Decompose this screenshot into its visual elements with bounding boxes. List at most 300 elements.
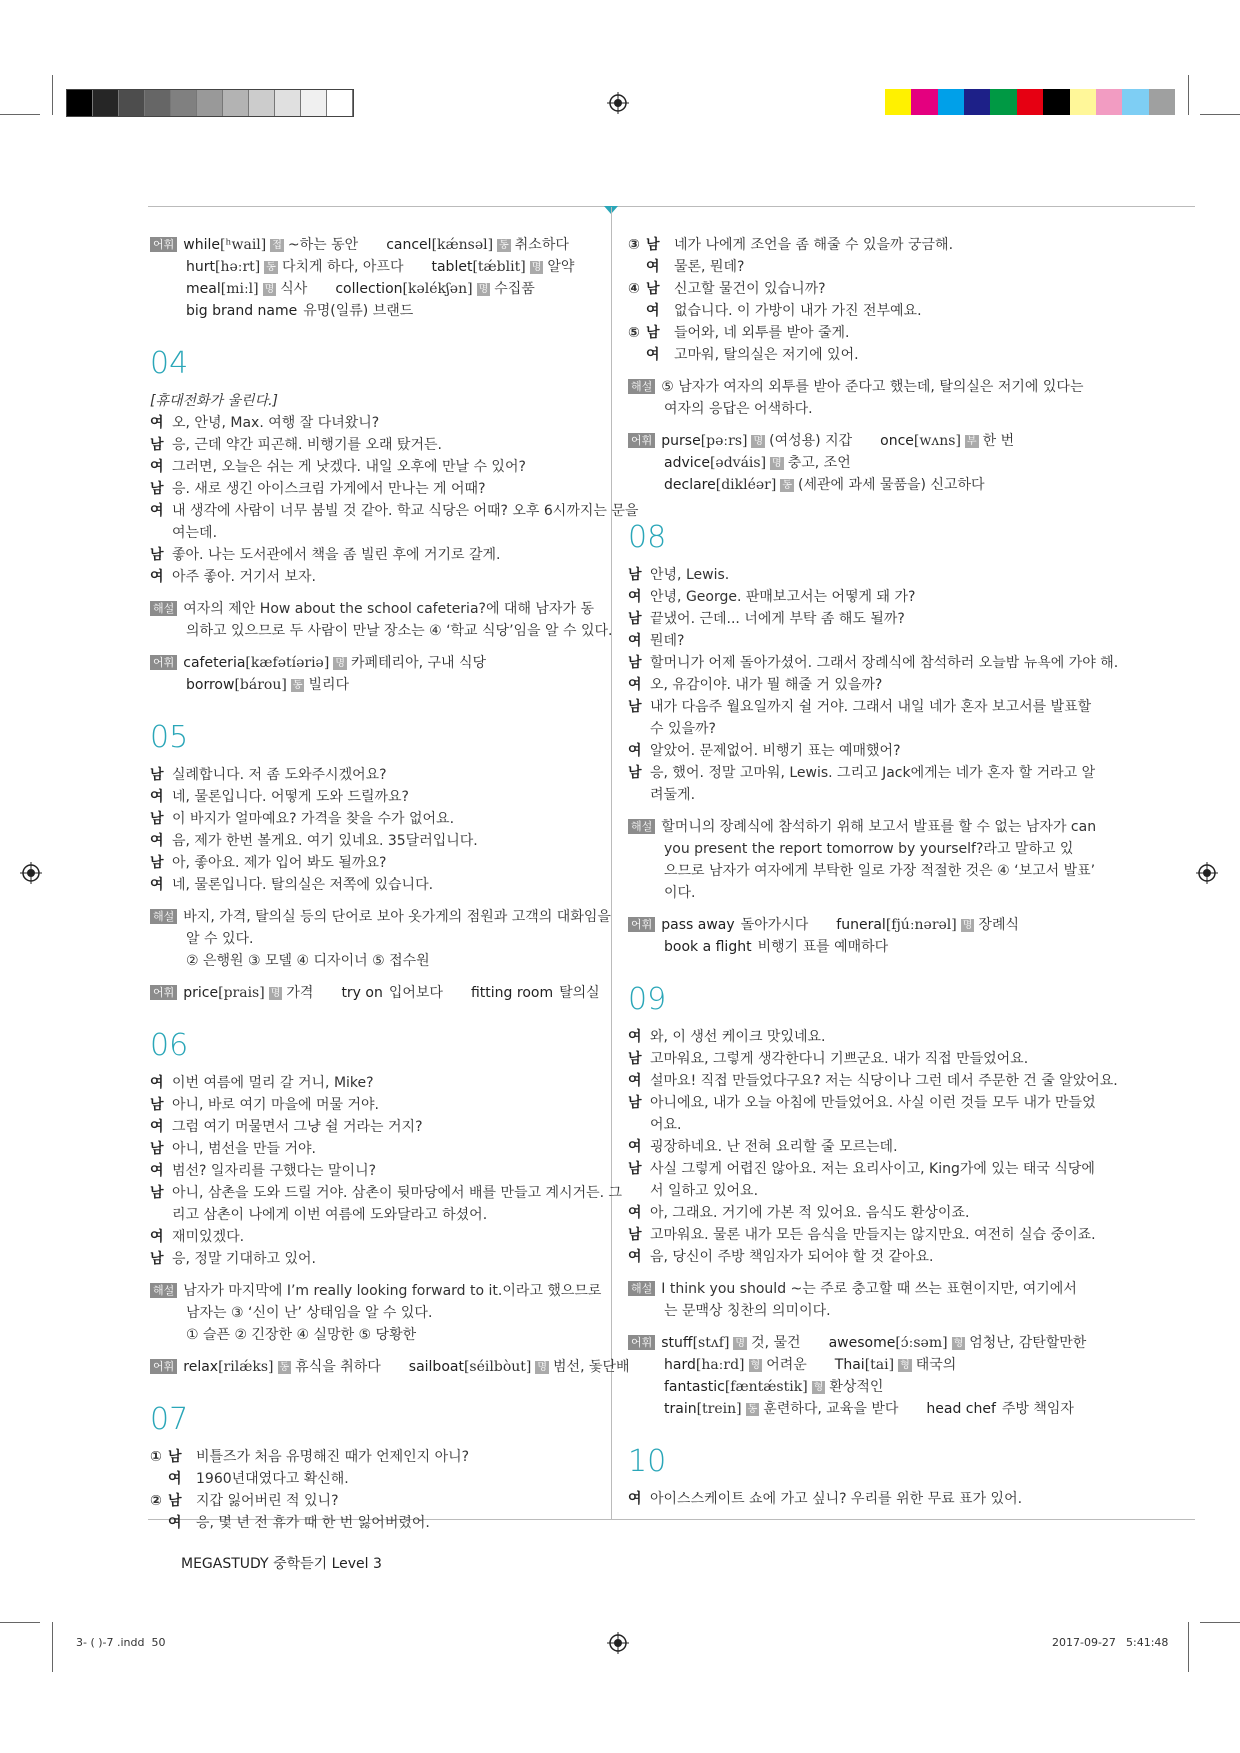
vocab-row bbox=[150, 652, 600, 674]
slug-file: 3- ( )-7 .indd 50 bbox=[76, 1636, 166, 1649]
vocab-pron: [prais] bbox=[218, 985, 265, 1001]
question-number: 10 bbox=[628, 1444, 667, 1479]
color-swatch bbox=[938, 89, 964, 115]
vocab-meaning: 빌리다 bbox=[308, 677, 350, 693]
dialogue-text: 음, 제가 한번 볼게요. 여기 있네요. 35달러입니다. bbox=[172, 833, 478, 849]
speaker-label: 여 bbox=[628, 589, 642, 605]
vocab-meaning: 유명(일류) 브랜드 bbox=[303, 303, 414, 319]
dialogue-text: 고마워, 탈의실은 저기에 있어. bbox=[674, 347, 859, 363]
color-swatch bbox=[964, 89, 990, 115]
dialogue-line bbox=[150, 456, 600, 478]
vocab-badge: 어휘 bbox=[628, 917, 655, 932]
footer-title bbox=[181, 1553, 382, 1573]
vocab-word: tablet bbox=[431, 259, 473, 275]
dialogue-text: 와, 이 생선 케이크 맛있네요. bbox=[650, 1029, 826, 1045]
dialogue-line bbox=[628, 278, 1088, 300]
speaker-label: 여 bbox=[628, 633, 642, 649]
dialogue-text: 서 일하고 있어요. bbox=[650, 1183, 759, 1199]
vocab-pron: [kǽnsəl] bbox=[431, 237, 494, 253]
speaker-label: 여 bbox=[168, 1515, 182, 1531]
pos-badge: 부 bbox=[966, 436, 977, 447]
dialogue-line bbox=[628, 718, 1088, 740]
dialogue-text: 수 있을까? bbox=[650, 721, 716, 737]
vocab-pron: [tai] bbox=[864, 1357, 895, 1373]
dialogue-line bbox=[628, 1048, 1088, 1070]
vocab-pron: [tǽblit] bbox=[472, 259, 526, 275]
dialogue-line bbox=[628, 300, 1088, 322]
dialogue-line bbox=[150, 412, 600, 434]
dialogue bbox=[150, 1446, 600, 1534]
vocab-meaning: 입어보다 bbox=[388, 985, 443, 1001]
speaker-label: 여 bbox=[628, 1491, 642, 1507]
vocab-entry bbox=[183, 1359, 381, 1375]
color-swatch bbox=[1096, 89, 1122, 115]
vocab-meaning: (여성용) 지갑 bbox=[769, 433, 853, 449]
speaker-label: 여 bbox=[628, 677, 642, 693]
color-swatch bbox=[990, 89, 1016, 115]
dialogue-text: 네가 나에게 조언을 좀 해줄 수 있을까 궁금해. bbox=[674, 237, 954, 253]
dialogue-line bbox=[150, 1226, 600, 1248]
dialogue-text: 할머니가 어제 돌아가셨어. 그래서 장례식에 참석하러 오늘밤 뉴욕에 가야 해. bbox=[650, 655, 1119, 671]
explanation-badge: 해설 bbox=[628, 819, 655, 834]
speaker-label: 여 bbox=[150, 789, 164, 805]
pos-badge: 동 bbox=[292, 680, 303, 691]
dialogue-text: 네, 물론입니다. 어떻게 도와 드릴까요? bbox=[172, 789, 409, 805]
vocab-entry bbox=[386, 237, 569, 253]
vocab-row bbox=[150, 256, 600, 278]
dialogue-line bbox=[628, 1136, 1088, 1158]
gray-swatch bbox=[119, 90, 145, 116]
explanation-line: you present the report tomorrow by yourself?라고 말하고 있 bbox=[664, 841, 1074, 857]
dialogue-text: 신고할 물건이 있습니까? bbox=[674, 281, 826, 297]
explanation-line: 해설 I think you should ~는 주로 충고할 때 쓰는 표현이지만, 여기에서 bbox=[628, 1278, 1088, 1300]
dialogue-line bbox=[150, 1094, 600, 1116]
dialogue-line bbox=[628, 784, 1088, 806]
vocab-word: while bbox=[183, 237, 220, 253]
explanation-badge: 해설 bbox=[150, 909, 177, 924]
dialogue-text: 응, 근데 약간 피곤해. 비행기를 오래 탔거든. bbox=[172, 437, 442, 453]
vocab-meaning: 비행기 표를 예매하다 bbox=[757, 939, 889, 955]
dialogue-text: 실례합니다. 저 좀 도와주시겠어요? bbox=[172, 767, 387, 783]
registration-mark-icon bbox=[1196, 862, 1218, 884]
explanation-line: 으므로 남자가 여자에게 부탁한 일로 가장 적절한 것은 ④ ‘보고서 발표’ bbox=[664, 863, 1096, 879]
dialogue-line bbox=[628, 1246, 1088, 1268]
dialogue-text: 어요. bbox=[650, 1117, 682, 1133]
speaker-label: 남 bbox=[628, 567, 642, 583]
vocab-word: book a flight bbox=[664, 939, 752, 955]
pos-badge: 동 bbox=[266, 262, 276, 273]
vocab-pron: [trein] bbox=[696, 1401, 742, 1417]
vocab-entry bbox=[664, 1357, 807, 1373]
vocab-word: fitting room bbox=[470, 985, 554, 1001]
vocab-word: stuff bbox=[661, 1335, 693, 1351]
speaker-label: 여 bbox=[150, 1119, 164, 1135]
vocab-row bbox=[628, 452, 1088, 474]
vocab-row bbox=[150, 1356, 630, 1378]
speaker-label: 남 bbox=[628, 699, 642, 715]
gray-swatch bbox=[145, 90, 171, 116]
color-swatch bbox=[1043, 89, 1069, 115]
vocab-meaning: 한 번 bbox=[982, 433, 1015, 449]
dialogue-text: 이번 여름에 멀리 갈 거니, Mike? bbox=[172, 1075, 374, 1091]
vocab-meaning: 수집품 bbox=[494, 281, 535, 297]
vocab-row bbox=[150, 278, 600, 300]
vocab-word: price bbox=[183, 985, 219, 1001]
pos-badge: 명 bbox=[962, 920, 973, 931]
stage-direction: [휴대전화가 울린다.] bbox=[150, 393, 279, 409]
speaker-label: 남 bbox=[628, 765, 642, 781]
dialogue-text: 아, 좋아요. 제가 입어 봐도 될까요? bbox=[172, 855, 387, 871]
pos-badge: 동 bbox=[782, 480, 792, 491]
pos-badge: 명 bbox=[753, 436, 764, 447]
dialogue-text: 물론, 뭔데? bbox=[674, 259, 745, 275]
vocab-meaning: 탈의실 bbox=[559, 985, 600, 1001]
vocab-entry bbox=[664, 455, 851, 471]
vocab-word: fantastic bbox=[664, 1379, 725, 1395]
dialogue-line bbox=[628, 1026, 1088, 1048]
speaker-label: 여 bbox=[646, 303, 660, 319]
dialogue-line bbox=[628, 256, 1088, 278]
explanation-badge: 해설 bbox=[628, 379, 655, 394]
dialogue bbox=[150, 1072, 623, 1270]
dialogue-line bbox=[150, 500, 639, 522]
crop-mark bbox=[52, 75, 53, 115]
dialogue-line bbox=[628, 1180, 1088, 1202]
dialogue-line bbox=[150, 544, 600, 566]
gray-swatch-strip bbox=[66, 89, 354, 117]
dialogue-text: 리고 삼촌이 나에게 이번 여름에 도와달라고 하셨어. bbox=[172, 1207, 488, 1223]
vocab-block bbox=[628, 430, 1088, 496]
speaker-label: 남 bbox=[628, 655, 642, 671]
explanation-line: 여자의 응답은 어색하다. bbox=[664, 401, 813, 417]
vocab-entry bbox=[471, 985, 600, 1001]
vocab-entry bbox=[664, 477, 985, 493]
dialogue-text: 네, 물론입니다. 탈의실은 저쪽에 있습니다. bbox=[172, 877, 434, 893]
question-number: 09 bbox=[628, 982, 667, 1017]
vocab-block bbox=[150, 1356, 630, 1378]
speaker-label: 남 bbox=[168, 1449, 182, 1465]
pos-badge: 명 bbox=[264, 284, 275, 295]
explanation-line: 이다. bbox=[664, 885, 696, 901]
dialogue bbox=[628, 1026, 1118, 1268]
dialogue-line bbox=[628, 652, 1119, 674]
vocab-word: purse bbox=[661, 433, 701, 449]
speaker-label: 남 bbox=[628, 611, 642, 627]
explanation-badge: 해설 bbox=[628, 1281, 655, 1296]
question-number: 07 bbox=[150, 1402, 189, 1437]
speaker-label: 여 bbox=[150, 503, 164, 519]
vocab-row bbox=[628, 1332, 1088, 1354]
vocab-entry bbox=[664, 939, 888, 955]
speaker-label: 여 bbox=[628, 743, 642, 759]
question-number: 04 bbox=[150, 346, 189, 381]
pos-badge: 동 bbox=[747, 1404, 758, 1415]
dialogue-text: 그러면, 오늘은 쉬는 게 낫겠다. 내일 오후에 만날 수 있어? bbox=[172, 459, 526, 475]
speaker-label: 남 bbox=[150, 1141, 164, 1157]
vocab-word: declare bbox=[664, 477, 716, 493]
explanation-line: 해설 할머니의 장례식에 참석하기 위해 보고서 발표를 할 수 없는 남자가 can bbox=[628, 816, 1088, 838]
speaker-label: 여 bbox=[150, 415, 164, 431]
vocab-word: funeral bbox=[836, 917, 886, 933]
dialogue-line bbox=[150, 830, 600, 852]
vocab-pron: [fjúːnərəl] bbox=[885, 917, 957, 933]
dialogue-text: 오, 안녕, Max. 여행 잘 다녀왔니? bbox=[172, 415, 380, 431]
speaker-label: 여 bbox=[628, 1139, 642, 1155]
vocab-word: hurt bbox=[186, 259, 215, 275]
explanation-line: ① 슬픈 ② 긴장한 ④ 실망한 ⑤ 당황한 bbox=[186, 1327, 417, 1343]
vocab-pron: [fæntǽstik] bbox=[724, 1379, 808, 1395]
registration-mark-icon bbox=[607, 1632, 629, 1654]
crop-mark bbox=[1188, 1622, 1189, 1672]
dialogue-text: 재미있겠다. bbox=[172, 1229, 245, 1245]
vocab-entry bbox=[661, 917, 808, 933]
vocab-badge: 어휘 bbox=[150, 1359, 177, 1374]
dialogue-text: 려둘게. bbox=[650, 787, 696, 803]
choice-number: ④ bbox=[628, 281, 640, 297]
vocab-meaning: 취소하다 bbox=[514, 237, 569, 253]
vocab-entry bbox=[186, 281, 307, 297]
dialogue-line bbox=[628, 762, 1096, 784]
dialogue-line bbox=[628, 344, 1088, 366]
dialogue-line bbox=[150, 808, 600, 830]
slug-date: 2017-09-27 bbox=[1052, 1636, 1116, 1649]
dialogue-line bbox=[628, 674, 1088, 696]
explanation-line: 해설 남자가 마지막에 I’m really looking forward to it.이라고 했으므로 bbox=[150, 1280, 600, 1302]
speaker-label: 여 bbox=[628, 1029, 642, 1045]
dialogue-line bbox=[628, 696, 1092, 718]
column-divider bbox=[611, 207, 612, 1519]
choice-number: ① bbox=[150, 1449, 162, 1465]
dialogue-text: 여는데. bbox=[172, 525, 218, 541]
dialogue-text: 안녕, George. 판매보고서는 어떻게 돼 가? bbox=[650, 589, 916, 605]
vocab-meaning: 알약 bbox=[547, 259, 575, 275]
vocab-row bbox=[628, 1398, 1088, 1420]
dialogue-line bbox=[150, 1512, 600, 1534]
vocab-entry bbox=[926, 1401, 1074, 1417]
dialogue-line bbox=[150, 566, 600, 588]
pos-badge: 형 bbox=[813, 1382, 824, 1393]
vocab-row bbox=[150, 674, 600, 696]
dialogue-text: 고마워요. 물론 내가 모든 음식을 만들지는 않지만요. 여전히 실습 중이죠. bbox=[650, 1227, 1096, 1243]
vocab-row bbox=[628, 936, 1088, 958]
vocab-word: Thai bbox=[834, 1357, 865, 1373]
vocab-entry bbox=[431, 259, 574, 275]
vocab-word: train bbox=[664, 1401, 697, 1417]
dialogue bbox=[628, 564, 1119, 806]
vocab-word: once bbox=[880, 433, 914, 449]
dialogue bbox=[150, 412, 639, 588]
pos-badge: 명 bbox=[335, 658, 345, 669]
crop-mark bbox=[0, 114, 40, 115]
vocab-entry bbox=[664, 1401, 898, 1417]
dialogue-line bbox=[150, 764, 600, 786]
dialogue bbox=[150, 764, 600, 896]
speaker-label: 여 bbox=[150, 877, 164, 893]
dialogue-line bbox=[150, 1072, 600, 1094]
vocab-pron: [ʰwail] bbox=[219, 237, 267, 253]
speaker-label: 남 bbox=[628, 1051, 642, 1067]
dialogue-line bbox=[150, 522, 600, 544]
vocab-meaning: 돌아가시다 bbox=[740, 917, 809, 933]
vocab-meaning: 카페테리아, 구내 식당 bbox=[350, 655, 487, 671]
dialogue-text: 아, 그래요. 거기에 가본 적 있어요. 음식도 환상이죠. bbox=[650, 1205, 970, 1221]
dialogue-line bbox=[150, 1204, 600, 1226]
vocab-entry bbox=[186, 303, 413, 319]
vocab-meaning: 훈련하다, 교육을 받다 bbox=[763, 1401, 899, 1417]
vocab-meaning: 태국의 bbox=[915, 1357, 957, 1373]
pos-badge: 명 bbox=[270, 988, 281, 999]
crop-mark bbox=[1188, 75, 1189, 115]
vocab-entry bbox=[836, 917, 1019, 933]
right-column bbox=[628, 234, 1119, 1510]
dialogue-text: 응, 정말 기대하고 있어. bbox=[172, 1251, 316, 1267]
dialogue-text: 그럼 여기 머물면서 그냥 쉴 거라는 거지? bbox=[172, 1119, 423, 1135]
vocab-badge: 어휘 bbox=[628, 433, 655, 448]
dialogue bbox=[628, 234, 1088, 366]
speaker-label: 남 bbox=[646, 281, 660, 297]
slug-time: 5:41:48 bbox=[1126, 1636, 1169, 1649]
dialogue-text: 아니, 삼촌을 도와 드릴 거야. 삼촌이 뒷마당에서 배를 만들고 계시거든. 그 bbox=[172, 1185, 623, 1201]
explanation-line: 해설 여자의 제안 How about the school cafeteria?에 대해 남자가 동 bbox=[150, 598, 600, 620]
dialogue-line bbox=[150, 1468, 600, 1490]
crop-mark bbox=[52, 1622, 53, 1672]
vocab-word: cancel bbox=[386, 237, 432, 253]
vocab-meaning: 충고, 조언 bbox=[787, 455, 851, 471]
dialogue-text: 내가 다음주 월요일까지 쉴 거야. 그래서 내일 네가 혼자 보고서를 발표할 bbox=[650, 699, 1092, 715]
dialogue-text: 아주 좋아. 거기서 보자. bbox=[172, 569, 316, 585]
vocab-pron: [haːrd] bbox=[695, 1357, 745, 1373]
vocab-entry bbox=[183, 237, 358, 253]
gray-swatch bbox=[171, 90, 197, 116]
speaker-label: 여 bbox=[150, 459, 164, 475]
speaker-label: 남 bbox=[150, 811, 164, 827]
dialogue-text: 들어와, 네 외투를 받아 줄게. bbox=[674, 325, 850, 341]
dialogue-line bbox=[628, 630, 1088, 652]
vocab-entry bbox=[661, 433, 852, 449]
speaker-label: 남 bbox=[150, 855, 164, 871]
dialogue-line bbox=[628, 608, 1088, 630]
speaker-label: 남 bbox=[150, 437, 164, 453]
explanation-block bbox=[628, 376, 1088, 420]
speaker-label: 여 bbox=[150, 1075, 164, 1091]
vocab-block bbox=[628, 1332, 1088, 1420]
speaker-label: 여 bbox=[646, 347, 660, 363]
vocab-block bbox=[150, 234, 600, 322]
top-rule bbox=[148, 206, 1195, 207]
speaker-label: 여 bbox=[150, 833, 164, 849]
vocab-row bbox=[150, 982, 600, 1004]
vocab-pron: [dikléər] bbox=[715, 477, 777, 493]
gray-swatch bbox=[223, 90, 249, 116]
pos-badge: 동 bbox=[499, 240, 509, 251]
vocab-entry bbox=[186, 677, 349, 693]
vocab-row bbox=[628, 430, 1088, 452]
vocab-pron: [bárou] bbox=[234, 677, 287, 693]
registration-mark-icon bbox=[607, 92, 629, 114]
dialogue-line bbox=[150, 1446, 600, 1468]
dialogue-text: 범선? 일자리를 구했다는 말이니? bbox=[172, 1163, 377, 1179]
vocab-entry bbox=[880, 433, 1014, 449]
dialogue-line bbox=[628, 1202, 1088, 1224]
dialogue-line bbox=[150, 1490, 600, 1512]
color-swatch bbox=[885, 89, 911, 115]
dialogue-line bbox=[628, 322, 1088, 344]
vocab-row bbox=[628, 914, 1088, 936]
dialogue-text: 아니에요, 내가 오늘 아침에 만들었어요. 사실 이런 것들 모두 내가 만들었 bbox=[650, 1095, 1096, 1111]
dialogue-line bbox=[628, 1114, 1088, 1136]
vocab-word: big brand name bbox=[186, 303, 298, 319]
dialogue-text: 없습니다. 이 가방이 내가 가진 전부예요. bbox=[674, 303, 922, 319]
explanation-block bbox=[150, 598, 613, 642]
dialogue-line bbox=[150, 1116, 600, 1138]
dialogue-text: 응. 새로 생긴 아이스크림 가게에서 만나는 게 어때? bbox=[172, 481, 486, 497]
dialogue-text: 좋아. 나는 도서관에서 책을 좀 빌린 후에 거기로 갈게. bbox=[172, 547, 501, 563]
vocab-meaning: (세관에 과세 물품을) 신고하다 bbox=[798, 477, 985, 493]
speaker-label: 여 bbox=[150, 569, 164, 585]
dialogue-text: 지갑 잃어버린 적 있니? bbox=[196, 1493, 339, 1509]
question-number: 06 bbox=[150, 1028, 189, 1063]
vocab-word: try on bbox=[341, 985, 383, 1001]
dialogue-line bbox=[150, 874, 600, 896]
pos-badge: 명 bbox=[531, 262, 542, 273]
vocab-entry bbox=[183, 655, 486, 671]
explanation-line: 의하고 있으므로 두 사람이 만날 장소는 ④ ‘학교 식당’임을 알 수 있다. bbox=[186, 623, 613, 639]
dialogue-text: 사실 그렇게 어렵진 않아요. 저는 요리사이고, King가에 있는 태국 식당에 bbox=[650, 1161, 1095, 1177]
vocab-block bbox=[150, 652, 600, 696]
gray-swatch bbox=[197, 90, 223, 116]
explanation-badge: 해설 bbox=[150, 601, 177, 616]
vocab-meaning: 것, 물건 bbox=[751, 1335, 801, 1351]
vocab-meaning: 어려운 bbox=[766, 1357, 807, 1373]
vocab-row bbox=[150, 234, 600, 256]
speaker-label: 남 bbox=[628, 1095, 642, 1111]
vocab-pron: [ɔ́ːsəm] bbox=[895, 1335, 948, 1351]
vocab-meaning: 식사 bbox=[280, 281, 308, 297]
dialogue-line bbox=[628, 564, 1088, 586]
choice-number: ⑤ bbox=[628, 325, 640, 341]
footer-book-title: 중학듣기 Level 3 bbox=[273, 1556, 382, 1572]
explanation-line: 해설 바지, 가격, 탈의실 등의 단어로 보아 옷가게의 점원과 고객의 대화임을 bbox=[150, 906, 600, 928]
vocab-entry bbox=[835, 1357, 957, 1373]
vocab-word: awesome bbox=[828, 1335, 896, 1351]
question-number: 05 bbox=[150, 720, 189, 755]
speaker-label: 여 bbox=[628, 1073, 642, 1089]
pos-badge: 형 bbox=[900, 1360, 910, 1371]
dialogue-text: 내 생각에 사람이 너무 붐빌 것 같아. 학교 식당은 어때? 오후 6시까지는 문을 bbox=[172, 503, 639, 519]
dialogue-text: 음, 당신이 주방 책임자가 되어야 할 것 같아요. bbox=[650, 1249, 934, 1265]
speaker-label: 남 bbox=[646, 237, 660, 253]
dialogue-line bbox=[150, 1160, 600, 1182]
dialogue-text: 굉장하네요. 난 전혀 요리할 줄 모르는데. bbox=[650, 1139, 898, 1155]
vocab-entry bbox=[183, 985, 313, 1001]
vocab-meaning: 가격 bbox=[286, 985, 314, 1001]
dialogue-line bbox=[628, 1488, 1088, 1510]
dialogue-line bbox=[628, 740, 1088, 762]
vocab-badge: 어휘 bbox=[150, 985, 177, 1000]
speaker-label: 여 bbox=[150, 1163, 164, 1179]
dialogue-line bbox=[628, 586, 1088, 608]
color-swatch bbox=[1070, 89, 1096, 115]
vocab-word: sailboat bbox=[408, 1359, 464, 1375]
footer-brand: MEGASTUDY bbox=[181, 1556, 269, 1572]
vocab-badge: 어휘 bbox=[150, 237, 177, 252]
dialogue-text: 고마워요, 그렇게 생각한다니 기쁘군요. 내가 직접 만들었어요. bbox=[650, 1051, 1029, 1067]
pos-badge: 형 bbox=[750, 1360, 761, 1371]
vocab-meaning: 주방 책임자 bbox=[1001, 1401, 1074, 1417]
speaker-label: 여 bbox=[646, 259, 660, 275]
vocab-word: head chef bbox=[926, 1401, 996, 1417]
gray-swatch bbox=[67, 90, 93, 116]
